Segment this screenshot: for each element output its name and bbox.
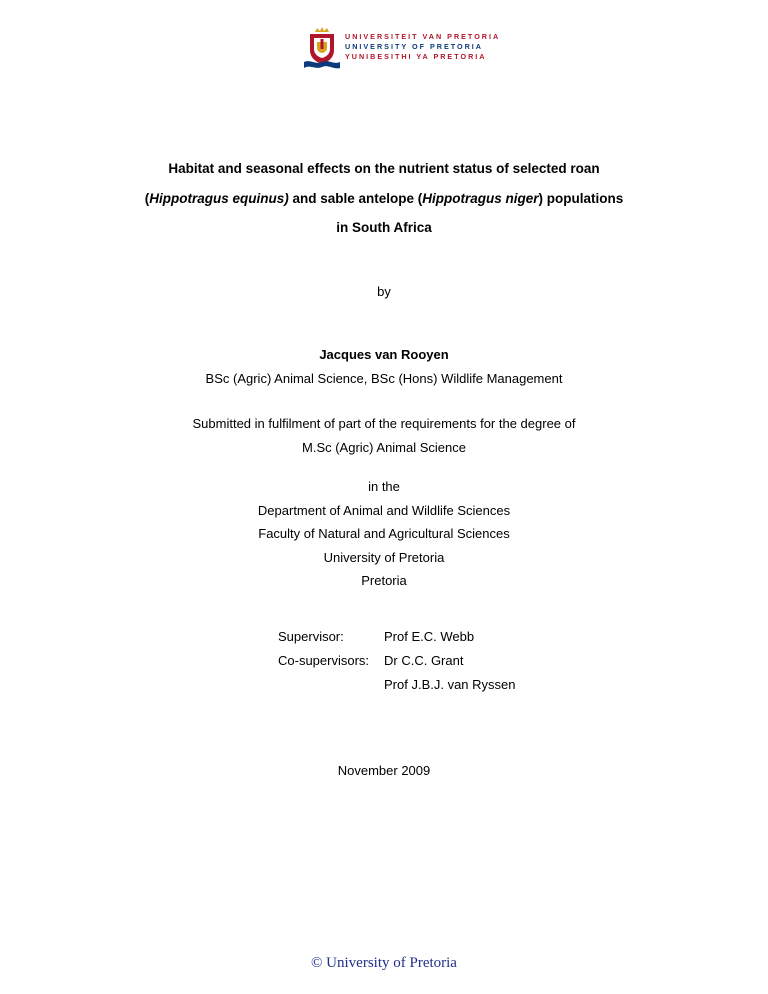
title-paren-open: (: [144, 191, 150, 206]
title-paren-close: ) populations: [538, 191, 624, 206]
crest-icon: [302, 26, 342, 70]
by-label: by: [377, 284, 391, 299]
thesis-title-line-2: [0, 189, 768, 209]
author-degrees: BSc (Agric) Animal Science, BSc (Hons) Wildlife Management: [205, 371, 563, 386]
species-roan: Hippotragus equinus): [149, 191, 289, 206]
cosupervisor-2: Prof J.B.J. van Ryssen: [384, 677, 516, 692]
in-the-label: in the: [368, 479, 400, 494]
author-name: Jacques van Rooyen: [319, 347, 449, 362]
logo-line-english: UNIVERSITY OF PRETORIA: [345, 42, 483, 51]
logo-line-afrikaans: UNIVERSITEIT VAN PRETORIA: [345, 32, 501, 41]
title-mid: and sable antelope (: [288, 191, 423, 206]
copyright-footer: © University of Pretoria: [311, 955, 457, 971]
supervisor-name: Prof E.C. Webb: [384, 629, 475, 644]
department: Department of Animal and Wildlife Sciences: [257, 503, 511, 518]
cosupervisor-1: Dr C.C. Grant: [384, 653, 464, 668]
submission-date: November 2009: [337, 763, 431, 778]
supervisor-label: Supervisor:: [278, 629, 344, 644]
university-name: University of Pretoria: [323, 550, 445, 565]
city: Pretoria: [361, 573, 407, 588]
species-sable: Hippotragus niger: [422, 191, 539, 206]
logo-line-sepedi: YUNIBESITHI YA PRETORIA: [345, 52, 487, 61]
faculty: Faculty of Natural and Agricultural Sciences: [258, 526, 510, 541]
degree-name: M.Sc (Agric) Animal Science: [302, 440, 466, 455]
cosupervisors-label: Co-supervisors:: [278, 653, 370, 668]
thesis-title-line-3: in South Africa: [336, 220, 432, 235]
submission-statement: Submitted in fulfilment of part of the requirements for the degree of: [192, 416, 576, 431]
thesis-title-line-1: Habitat and seasonal effects on the nutrient status of selected roan: [168, 161, 600, 176]
